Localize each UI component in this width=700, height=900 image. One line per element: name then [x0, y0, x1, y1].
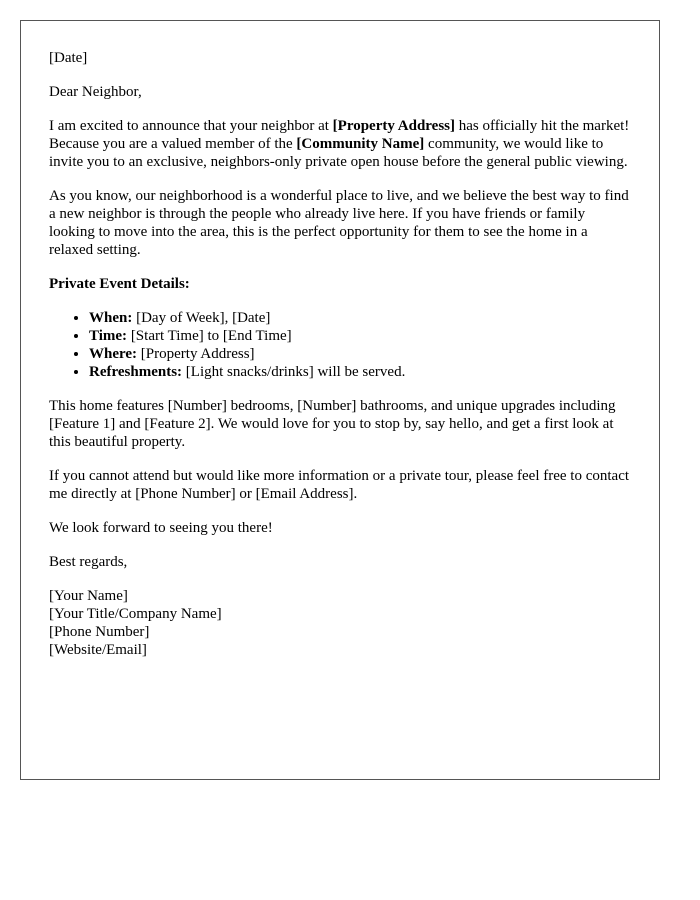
- detail-label: Where:: [89, 346, 138, 362]
- detail-when: [89, 309, 631, 327]
- signature-phone: [Phone Number]: [49, 624, 150, 640]
- features-paragraph: This home features [Number] bedrooms, [Number] bathrooms, and unique upgrades including [Feature 1] and [Feature 2]. We would love for you to stop by, say hello, and get a first look at this beautiful property.: [49, 398, 616, 450]
- detail-label: Time:: [89, 328, 128, 344]
- look-forward-paragraph: We look forward to seeing you there!: [49, 520, 273, 536]
- intro-text-1: I am excited to announce that your neighbor at: [49, 118, 333, 134]
- detail-value: [Day of Week], [Date]: [132, 310, 271, 326]
- signature-title: [Your Title/Company Name]: [49, 606, 222, 622]
- intro-text-3: community, we would like to invite you to an exclusive, neighbors-only private open house before the general public viewing.: [49, 136, 628, 170]
- detail-label: Refreshments:: [89, 364, 183, 380]
- detail-value: [Light snacks/drinks] will be served.: [182, 364, 406, 380]
- letter-page: [20, 20, 660, 780]
- detail-value: [Property Address]: [137, 346, 255, 362]
- salutation: Dear Neighbor,: [49, 84, 142, 100]
- detail-label: When:: [89, 310, 133, 326]
- event-details-list: [49, 309, 631, 381]
- closing: Best regards,: [49, 554, 128, 570]
- intro-paragraph: [49, 117, 631, 171]
- details-heading-text: Private Event Details:: [49, 276, 190, 292]
- detail-where: [89, 345, 631, 363]
- detail-value: [Start Time] to [End Time]: [127, 328, 292, 344]
- signature-block: [49, 587, 631, 659]
- details-heading: [49, 275, 631, 293]
- community-name-placeholder: [Community Name]: [296, 136, 425, 152]
- intro-text-2: has officially hit the market! Because you are a valued member of the: [49, 118, 630, 152]
- detail-refreshments: [89, 363, 631, 381]
- signature-web: [Website/Email]: [49, 642, 147, 658]
- contact-paragraph: If you cannot attend but would like more information or a private tour, please feel free to contact me directly at [Phone Number] or [Email Address].: [49, 468, 630, 502]
- detail-time: [89, 327, 631, 345]
- neighborhood-paragraph: As you know, our neighborhood is a wonderful place to live, and we believe the best way to find a new neighbor is through the people who already live here. If you have friends or family looking to move into the area, this is the perfect opportunity for them to see the home in a relaxed setting.: [49, 188, 629, 258]
- signature-name: [Your Name]: [49, 588, 128, 604]
- letter-date: [Date]: [49, 50, 88, 66]
- property-address-placeholder: [Property Address]: [332, 118, 456, 134]
